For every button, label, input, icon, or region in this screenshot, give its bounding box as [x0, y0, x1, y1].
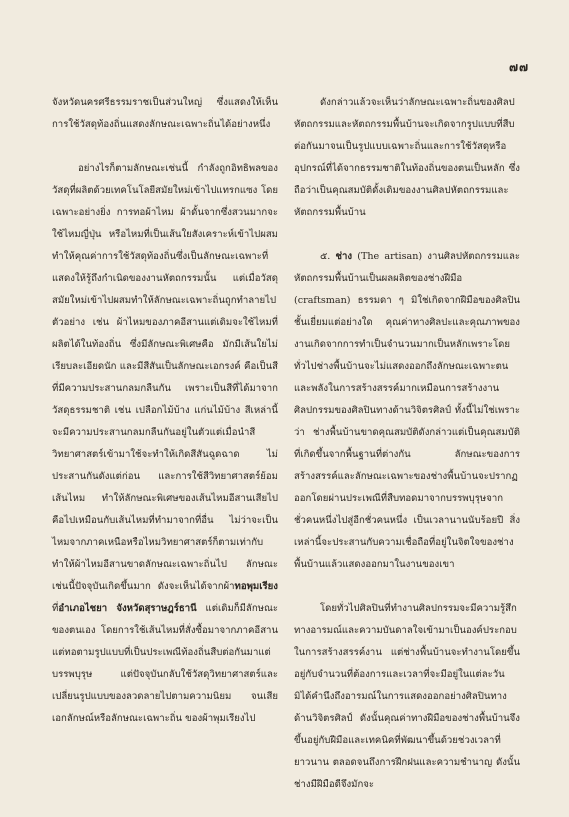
page-number: ๗๗ [508, 60, 529, 74]
right-paragraph-3: โดยทั่วไปศิลปินที่ทำงานศิลปกรรมจะมีความรู้สึกทางอารมณ์และความบันดาลใจเข้ามาเป็นองค์ประกอบในการสร้างสรรค์งาน แต่ช่างพื้นบ้านจะทำงานโดยขึ้นอยู่กับจำนวนที่ต้องการและเวลาที่จะมีอยู่ในแต่ละวัน มิได้คำนึงถึงอารมณ์ในการแสดงออกอย่างศิลปินทางด้านวิจิตรศิลป์ ดังนั้นคุณค่าทางฝีมือของช่างพื้นบ้านจึงขึ้นอยู่กับฝีมือและเทคนิคที่พัฒนาขึ้นด้วยช่วงเวลาที่ยาวนาน ตลอดจนถึงการฝึกฝนและความชำนาญ ดังนั้นช่างมีฝีมือดีจึงมักจะ [294, 603, 520, 790]
right-paragraph-2-heading: ช่าง [335, 251, 353, 262]
left-column [52, 92, 278, 730]
left-paragraph-2-text-2: ที่ [52, 603, 59, 614]
right-paragraph-2 [294, 246, 520, 576]
left-paragraph-2-text-3: แต่เดิมก็มีลักษณะของตนเอง โดยการใช้เส้นไหมที่สั่งซื้อมาจากภาคอีสาน แต่ทอตามรูปแบบที่เป็นประเพณีท้องถิ่นสืบต่อกันมาแต่บรรพบุรุษ แต่ปัจจุบันกลับใช้วัสดุวิทยาศาสตร์และเปลี่ยนรูปแบบของลวดลายไปตามความนิยม จนเสียเอกลักษณ์หรือลักษณะเฉพาะถิ่น ของผ้าพุมเรียงไป [52, 603, 279, 724]
left-paragraph-2-bold-2: อำเภอไชยา จังหวัดสุราษฎร์ธานี [58, 603, 197, 614]
left-paragraph-2 [52, 158, 278, 730]
left-paragraph-2-text-1: อย่างไรก็ตามลักษณะเช่นนี้ กำลังถูกอิทธิพลของวัสดุที่ผลิตด้วยเทคโนโลยีสมัยใหม่เข้าไปแทรกแซง โดยเฉพาะอย่างยิ่ง การทอผ้าไหม ผ้าดั้นจากซึ่งสวนมากจะใช้ไหมญี่ปุ่น หรือไหมที่เป็นเส้นใยสังเคราะห์เข้าไปผสม ทำให้คุณค่าการใช้วัสดุท้องถิ่นซึ่งเป็นลักษณะเฉพาะที่แสดงให้รู้ถึงกำเนิดของงานหัตถกรรมนั้น แต่เมื่อวัสดุสมัยใหม่เข้าไปผสมทำให้ลักษณะเฉพาะถิ่นถูกทำลายไป ตัวอย่าง เช่น ผ้าไหมของภาคอีสานแต่เดิมจะใช้ไหมที่ผลิตได้ในท้องถิ่น ซึ่งมีลักษณะพิเศษคือ มักมีเส้นใยไม่เรียบละเอียดนัก และมีสีสันเป็นลักษณะเอกรงค์ คือเป็นสีที่มีความประสานกลมกลืนกัน เพราะเป็นสีที่ได้มาจากวัสดุธรรมชาติ เช่น เปลือกไม้บ้าง แก่นไม้บ้าง สีเหล่านี้จะมีความประสานกลมกลืนกันอยู่ในตัวแต่เมื่อนำสีวิทยาศาสตร์เข้ามาใช้จะทำให้เกิดสีสันฉูดฉาด ไม่ประสานกันดังแต่ก่อน และการใช้สีวิทยาศาสตร์ย้อมเส้นไหม ทำให้ลักษณะพิเศษของเส้นไหมอีสานเสียไป คือไปเหมือนกับเส้นไหมที่ทำมาจากที่อื่น ไม่ว่าจะเป็นไหมจากภาคเหนือหรือไหมวิทยาศาสตร์ก็ตามเท่ากับทำให้ผ้าไหมอีสานขาดลักษณะเฉพาะถิ่นไป ลักษณะเช่นนี้ปัจจุบันเกิดขึ้นมาก ดังจะเห็นได้จากผ้า [52, 163, 278, 592]
right-paragraph-2-number: ๕. [320, 251, 336, 262]
left-paragraph-2-bold-1: ทอพุมเรียง [234, 581, 278, 592]
left-paragraph-1: จังหวัดนครศรีธรรมราชเป็นส่วนใหญ่ ซึ่งแสดงให้เห็นการใช้วัสดุท้องถิ่นแสดงลักษณะเฉพาะถิ่นได้อย่างหนึ่ง [52, 97, 278, 130]
right-paragraph-1: ดังกล่าวแล้วจะเห็นว่าลักษณะเฉพาะถิ่นของศิลปหัตถกรรมและหัตถกรรมพื้นบ้านจะเกิดจากรูปแบบที่สืบต่อกันมาจนเป็นรูปแบบเฉพาะถิ่นและการใช้วัสดุหรืออุปกรณ์ที่ได้จากธรรมชาติในท้องถิ่นของตนเป็นหลัก ซึ่งถือว่าเป็นคุณสมบัติดั้งเดิมของงานศิลปหัตถกรรมและหัตถกรรมพื้นบ้าน [294, 97, 520, 218]
right-column [294, 92, 520, 796]
right-paragraph-2-text: (The artisan) งานศิลปหัตถกรรมและหัตถกรรมพื้นบ้านเป็นผลผลิตของช่างฝีมือ (craftsman) ธรรมดา ๆ มิใช่เกิดจากฝีมือของศิลปินชั้นเยี่ยมแต่อย่างใด คุณค่าทางศิลปะและคุณภาพของงานเกิดจากการทำเป็นจำนวนมากเป็นหลักเพราะโดยทั่วไปช่างพื้นบ้านจะไม่แสดงออกถึงลักษณะเฉพาะตนและพลังในการสร้างสรรค์มากเหมือนการสร้างงานศิลปกรรมของศิลปินทางด้านวิจิตรศิลป์ ทั้งนี้ไม่ใช่เพราะว่า ช่างพื้นบ้านขาดคุณสมบัติดังกล่าวแต่เป็นคุณสมบัติที่เกิดขึ้นจากพื้นฐานที่ต่างกัน ลักษณะของการสร้างสรรค์และลักษณะเฉพาะของช่างพื้นบ้านจะปรากฏออกโดยผ่านประเพณีที่สืบทอดมาจากบรรพบุรุษจากชั่วคนหนึ่งไปสู่อีกชั่วคนหนึ่ง เป็นเวลานานนับร้อยปี สิ่งเหล่านี้จะประสานกับความเชื่อถือที่อยู่ในจิตใจของช่างพื้นบ้านแล้วแสดงออกมาในงานของเขา [294, 251, 520, 570]
